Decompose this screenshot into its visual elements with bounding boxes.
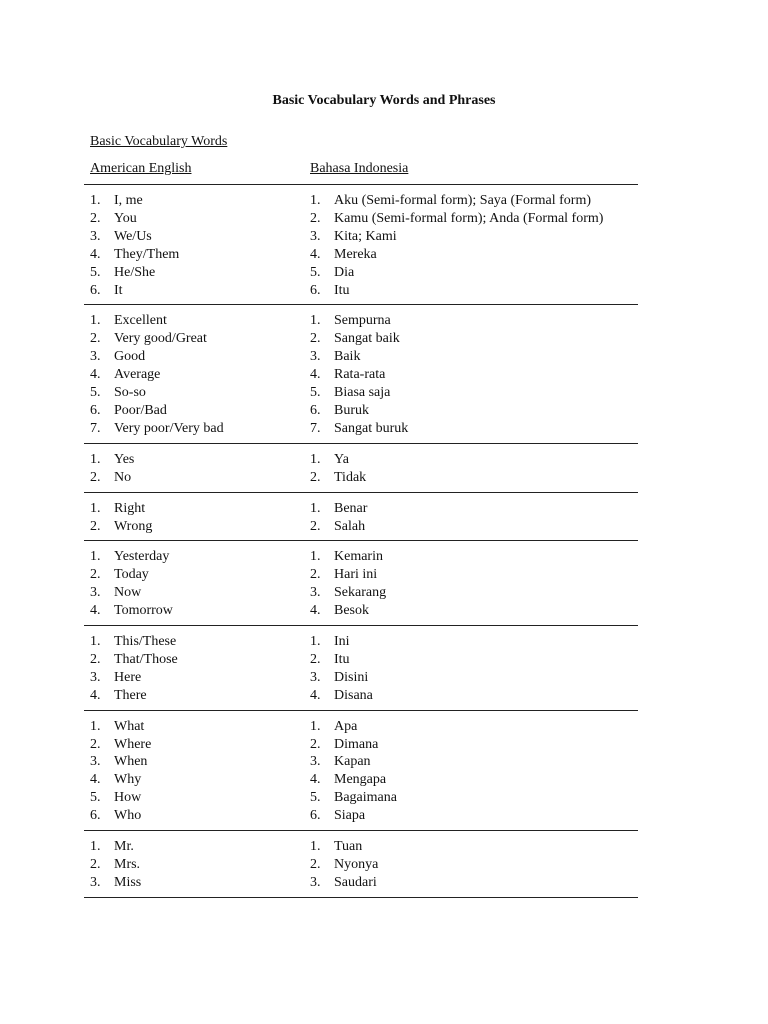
indonesian-list-item: [310, 192, 603, 210]
item-number: 5.: [310, 264, 321, 280]
section-heading: Basic Vocabulary Words: [90, 134, 228, 149]
indonesian-word: Mengapa: [334, 772, 387, 788]
english-list-item: [90, 192, 310, 210]
indonesian-word: Siapa: [334, 808, 366, 824]
item-number: 1.: [310, 549, 321, 565]
item-number: 4.: [90, 246, 101, 262]
english-word: Wrong: [114, 518, 153, 534]
english-word: Miss: [114, 874, 142, 890]
item-number: 1.: [310, 634, 321, 650]
indonesian-column: [310, 838, 378, 892]
english-list-item: [90, 602, 310, 620]
item-number: 3.: [310, 349, 321, 365]
indonesian-list-item: [310, 651, 373, 669]
indonesian-list-item: [310, 548, 386, 566]
english-column: [84, 718, 310, 825]
indonesian-list-item: [310, 584, 386, 602]
item-number: 4.: [310, 687, 321, 703]
item-number: 1.: [90, 500, 101, 516]
indonesian-list-item: [310, 312, 408, 330]
indonesian-list-item: [310, 210, 603, 228]
english-word: Today: [114, 567, 149, 583]
item-number: 3.: [90, 585, 101, 601]
english-word: Yesterday: [114, 549, 170, 565]
item-number: 4.: [90, 603, 101, 619]
indonesian-column: [310, 192, 603, 299]
english-list-item: [90, 874, 310, 892]
english-word: Mr.: [114, 839, 134, 855]
indonesian-list-item: [310, 264, 603, 282]
item-number: 2.: [310, 469, 321, 485]
item-number: 1.: [90, 634, 101, 650]
indonesian-list-item: [310, 736, 397, 754]
item-number: 6.: [310, 402, 321, 418]
english-list-item: [90, 312, 310, 330]
english-list-item: [90, 548, 310, 566]
indonesian-word: Sempurna: [334, 313, 391, 329]
english-list-item: [90, 838, 310, 856]
item-number: 6.: [90, 402, 101, 418]
english-column: [84, 312, 310, 437]
item-number: 1.: [90, 451, 101, 467]
indonesian-column: [310, 548, 386, 620]
indonesian-list-item: [310, 330, 408, 348]
english-list-item: [90, 856, 310, 874]
item-number: 5.: [90, 790, 101, 806]
english-list-item: [90, 753, 310, 771]
item-number: 2.: [90, 469, 101, 485]
english-word: Yes: [114, 451, 135, 467]
english-list-item: [90, 736, 310, 754]
indonesian-list-item: [310, 500, 367, 518]
english-list-item: [90, 282, 310, 300]
english-word: How: [114, 790, 142, 806]
item-number: 3.: [90, 669, 101, 685]
item-number: 3.: [310, 874, 321, 890]
english-word: So-so: [114, 385, 146, 401]
indonesian-list-item: [310, 771, 397, 789]
item-number: 7.: [310, 420, 321, 436]
indonesian-word: Tidak: [334, 469, 367, 485]
indonesian-list-item: [310, 669, 373, 687]
english-word: There: [114, 687, 147, 703]
indonesian-word: Saudari: [334, 874, 377, 890]
vocabulary-group: [84, 710, 638, 830]
english-word: Right: [114, 500, 146, 516]
english-word: Very good/Great: [114, 331, 207, 347]
english-word: Who: [114, 808, 142, 824]
indonesian-word: Benar: [334, 500, 368, 516]
item-number: 3.: [310, 669, 321, 685]
english-list-item: [90, 246, 310, 264]
indonesian-word: Itu: [334, 282, 350, 298]
indonesian-word: Hari ini: [334, 567, 378, 583]
indonesian-word: Sangat baik: [334, 331, 400, 347]
english-word: They/Them: [114, 246, 180, 262]
item-number: 2.: [310, 331, 321, 347]
indonesian-list-item: [310, 246, 603, 264]
english-list-item: [90, 469, 310, 487]
english-word: That/Those: [114, 651, 178, 667]
item-number: 3.: [310, 754, 321, 770]
indonesian-list-item: [310, 384, 408, 402]
english-word: He/She: [114, 264, 156, 280]
english-list-item: [90, 330, 310, 348]
item-number: 1.: [310, 500, 321, 516]
item-number: 1.: [310, 193, 321, 208]
english-word: You: [114, 210, 137, 226]
english-list-item: [90, 566, 310, 584]
item-number: 2.: [90, 331, 101, 347]
item-number: 2.: [90, 567, 101, 583]
english-column: [84, 838, 310, 892]
vocabulary-group: [84, 625, 638, 710]
indonesian-word: Bagaimana: [334, 790, 397, 806]
item-number: 1.: [90, 549, 101, 565]
item-number: 3.: [90, 349, 101, 365]
item-number: 6.: [310, 808, 321, 824]
indonesian-word: Disini: [334, 669, 369, 685]
english-list-item: [90, 718, 310, 736]
item-number: 7.: [90, 420, 101, 436]
item-number: 2.: [310, 210, 321, 226]
item-number: 3.: [310, 585, 321, 601]
item-number: 4.: [90, 687, 101, 703]
english-list-item: [90, 348, 310, 366]
english-word: Very poor/Very bad: [114, 420, 224, 436]
vocabulary-group: [84, 184, 638, 304]
item-number: 2.: [310, 567, 321, 583]
vocabulary-group: [84, 492, 638, 541]
indonesian-list-item: [310, 856, 378, 874]
english-list-item: [90, 771, 310, 789]
indonesian-list-item: [310, 789, 397, 807]
indonesian-list-item: [310, 518, 367, 536]
english-list-item: [90, 518, 310, 536]
item-number: 5.: [310, 790, 321, 806]
indonesian-column: [310, 633, 373, 705]
indonesian-list-item: [310, 420, 408, 438]
item-number: 3.: [90, 874, 101, 890]
vocabulary-group: [84, 304, 638, 442]
english-list-item: [90, 687, 310, 705]
indonesian-list-item: [310, 838, 378, 856]
item-number: 2.: [310, 518, 321, 534]
english-word: Excellent: [114, 313, 167, 329]
english-word: No: [114, 469, 132, 485]
english-list-item: [90, 633, 310, 651]
item-number: 2.: [90, 736, 101, 752]
indonesian-word: Buruk: [334, 402, 369, 418]
english-column: [84, 500, 310, 536]
indonesian-word: Kapan: [334, 754, 371, 770]
english-word: When: [114, 754, 148, 770]
english-list-item: [90, 500, 310, 518]
indonesian-list-item: [310, 348, 408, 366]
item-number: 4.: [310, 603, 321, 619]
item-number: 4.: [90, 772, 101, 788]
indonesian-column: [310, 500, 367, 536]
english-column: [84, 633, 310, 705]
indonesian-word: Biasa saja: [334, 385, 391, 401]
english-list-item: [90, 228, 310, 246]
indonesian-word: Nyonya: [334, 857, 379, 872]
indonesian-word: Ya: [334, 451, 349, 467]
item-number: 2.: [310, 857, 321, 872]
item-number: 5.: [310, 385, 321, 401]
item-number: 6.: [90, 282, 101, 298]
indonesian-column: [310, 718, 397, 825]
indonesian-word: Sangat buruk: [334, 420, 409, 436]
english-column-header: American English: [90, 161, 192, 176]
indonesian-list-item: [310, 228, 603, 246]
english-word: Poor/Bad: [114, 402, 167, 418]
indonesian-word: Dimana: [334, 736, 379, 752]
english-word: It: [114, 282, 123, 298]
item-number: 1.: [90, 718, 101, 734]
item-number: 2.: [90, 210, 101, 226]
item-number: 6.: [90, 808, 101, 824]
item-number: 1.: [90, 839, 101, 855]
indonesian-list-item: [310, 718, 397, 736]
indonesian-list-item: [310, 366, 408, 384]
english-word: This/These: [114, 634, 177, 650]
item-number: 1.: [90, 313, 101, 329]
english-list-item: [90, 384, 310, 402]
item-number: 2.: [310, 651, 321, 667]
indonesian-list-item: [310, 469, 366, 487]
english-list-item: [90, 210, 310, 228]
english-word: Good: [114, 349, 146, 365]
indonesian-column: [310, 312, 408, 437]
item-number: 4.: [310, 772, 321, 788]
english-list-item: [90, 651, 310, 669]
english-list-item: [90, 366, 310, 384]
item-number: 1.: [310, 718, 321, 734]
item-number: 2.: [90, 857, 101, 872]
document-title: Basic Vocabulary Words and Phrases: [272, 93, 496, 108]
indonesian-word: Itu: [334, 651, 350, 667]
indonesian-list-item: [310, 402, 408, 420]
english-list-item: [90, 669, 310, 687]
indonesian-word: Kemarin: [334, 549, 383, 565]
indonesian-list-item: [310, 282, 603, 300]
indonesian-list-item: [310, 753, 397, 771]
indonesian-word: Mereka: [334, 246, 377, 262]
indonesian-word: Tuan: [334, 839, 363, 855]
indonesian-column: [310, 451, 366, 487]
indonesian-list-item: [310, 687, 373, 705]
item-number: 3.: [90, 754, 101, 770]
english-word: I, me: [114, 193, 143, 208]
indonesian-word: Ini: [334, 634, 350, 650]
english-word: Where: [114, 736, 152, 752]
item-number: 1.: [310, 451, 321, 467]
english-list-item: [90, 451, 310, 469]
indonesian-word: Dia: [334, 264, 355, 280]
english-list-item: [90, 807, 310, 825]
item-number: 1.: [90, 193, 101, 208]
indonesian-list-item: [310, 602, 386, 620]
indonesian-word: Besok: [334, 603, 369, 619]
indonesian-word: Apa: [334, 718, 358, 734]
english-list-item: [90, 264, 310, 282]
indonesian-word: Baik: [334, 349, 361, 365]
indonesian-list-item: [310, 807, 397, 825]
item-number: 4.: [310, 367, 321, 383]
indonesian-list-item: [310, 566, 386, 584]
english-word: Here: [114, 669, 142, 685]
indonesian-list-item: [310, 874, 378, 892]
english-list-item: [90, 584, 310, 602]
english-column: [84, 451, 310, 487]
item-number: 1.: [310, 839, 321, 855]
english-word: Average: [114, 367, 161, 383]
english-column: [84, 192, 310, 299]
english-list-item: [90, 789, 310, 807]
item-number: 3.: [310, 228, 321, 244]
indonesian-word: Rata-rata: [334, 367, 386, 383]
item-number: 2.: [90, 518, 101, 534]
english-word: Mrs.: [114, 857, 141, 872]
english-list-item: [90, 420, 310, 438]
item-number: 5.: [90, 385, 101, 401]
item-number: 4.: [310, 246, 321, 262]
vocabulary-group: [84, 830, 638, 898]
vocabulary-group: [84, 540, 638, 625]
english-word: Now: [114, 585, 142, 601]
indonesian-word: Sekarang: [334, 585, 387, 601]
indonesian-word: Salah: [334, 518, 366, 534]
indonesian-column-header: Bahasa Indonesia: [310, 161, 409, 176]
indonesian-word: Kamu (Semi-formal form); Anda (Formal form): [334, 210, 604, 226]
indonesian-list-item: [310, 451, 366, 469]
item-number: 3.: [90, 228, 101, 244]
item-number: 6.: [310, 282, 321, 298]
vocabulary-table: [84, 184, 638, 898]
indonesian-word: Disana: [334, 687, 373, 703]
english-word: We/Us: [114, 228, 152, 244]
item-number: 1.: [310, 313, 321, 329]
item-number: 2.: [310, 736, 321, 752]
indonesian-list-item: [310, 633, 373, 651]
english-word: What: [114, 718, 145, 734]
indonesian-word: Aku (Semi-formal form); Saya (Formal form): [334, 193, 591, 208]
english-column: [84, 548, 310, 620]
vocabulary-group: [84, 443, 638, 492]
item-number: 4.: [90, 367, 101, 383]
english-word: Tomorrow: [114, 603, 173, 619]
item-number: 5.: [90, 264, 101, 280]
english-list-item: [90, 402, 310, 420]
english-word: Why: [114, 772, 142, 788]
indonesian-word: Kita; Kami: [334, 228, 397, 244]
item-number: 2.: [90, 651, 101, 667]
